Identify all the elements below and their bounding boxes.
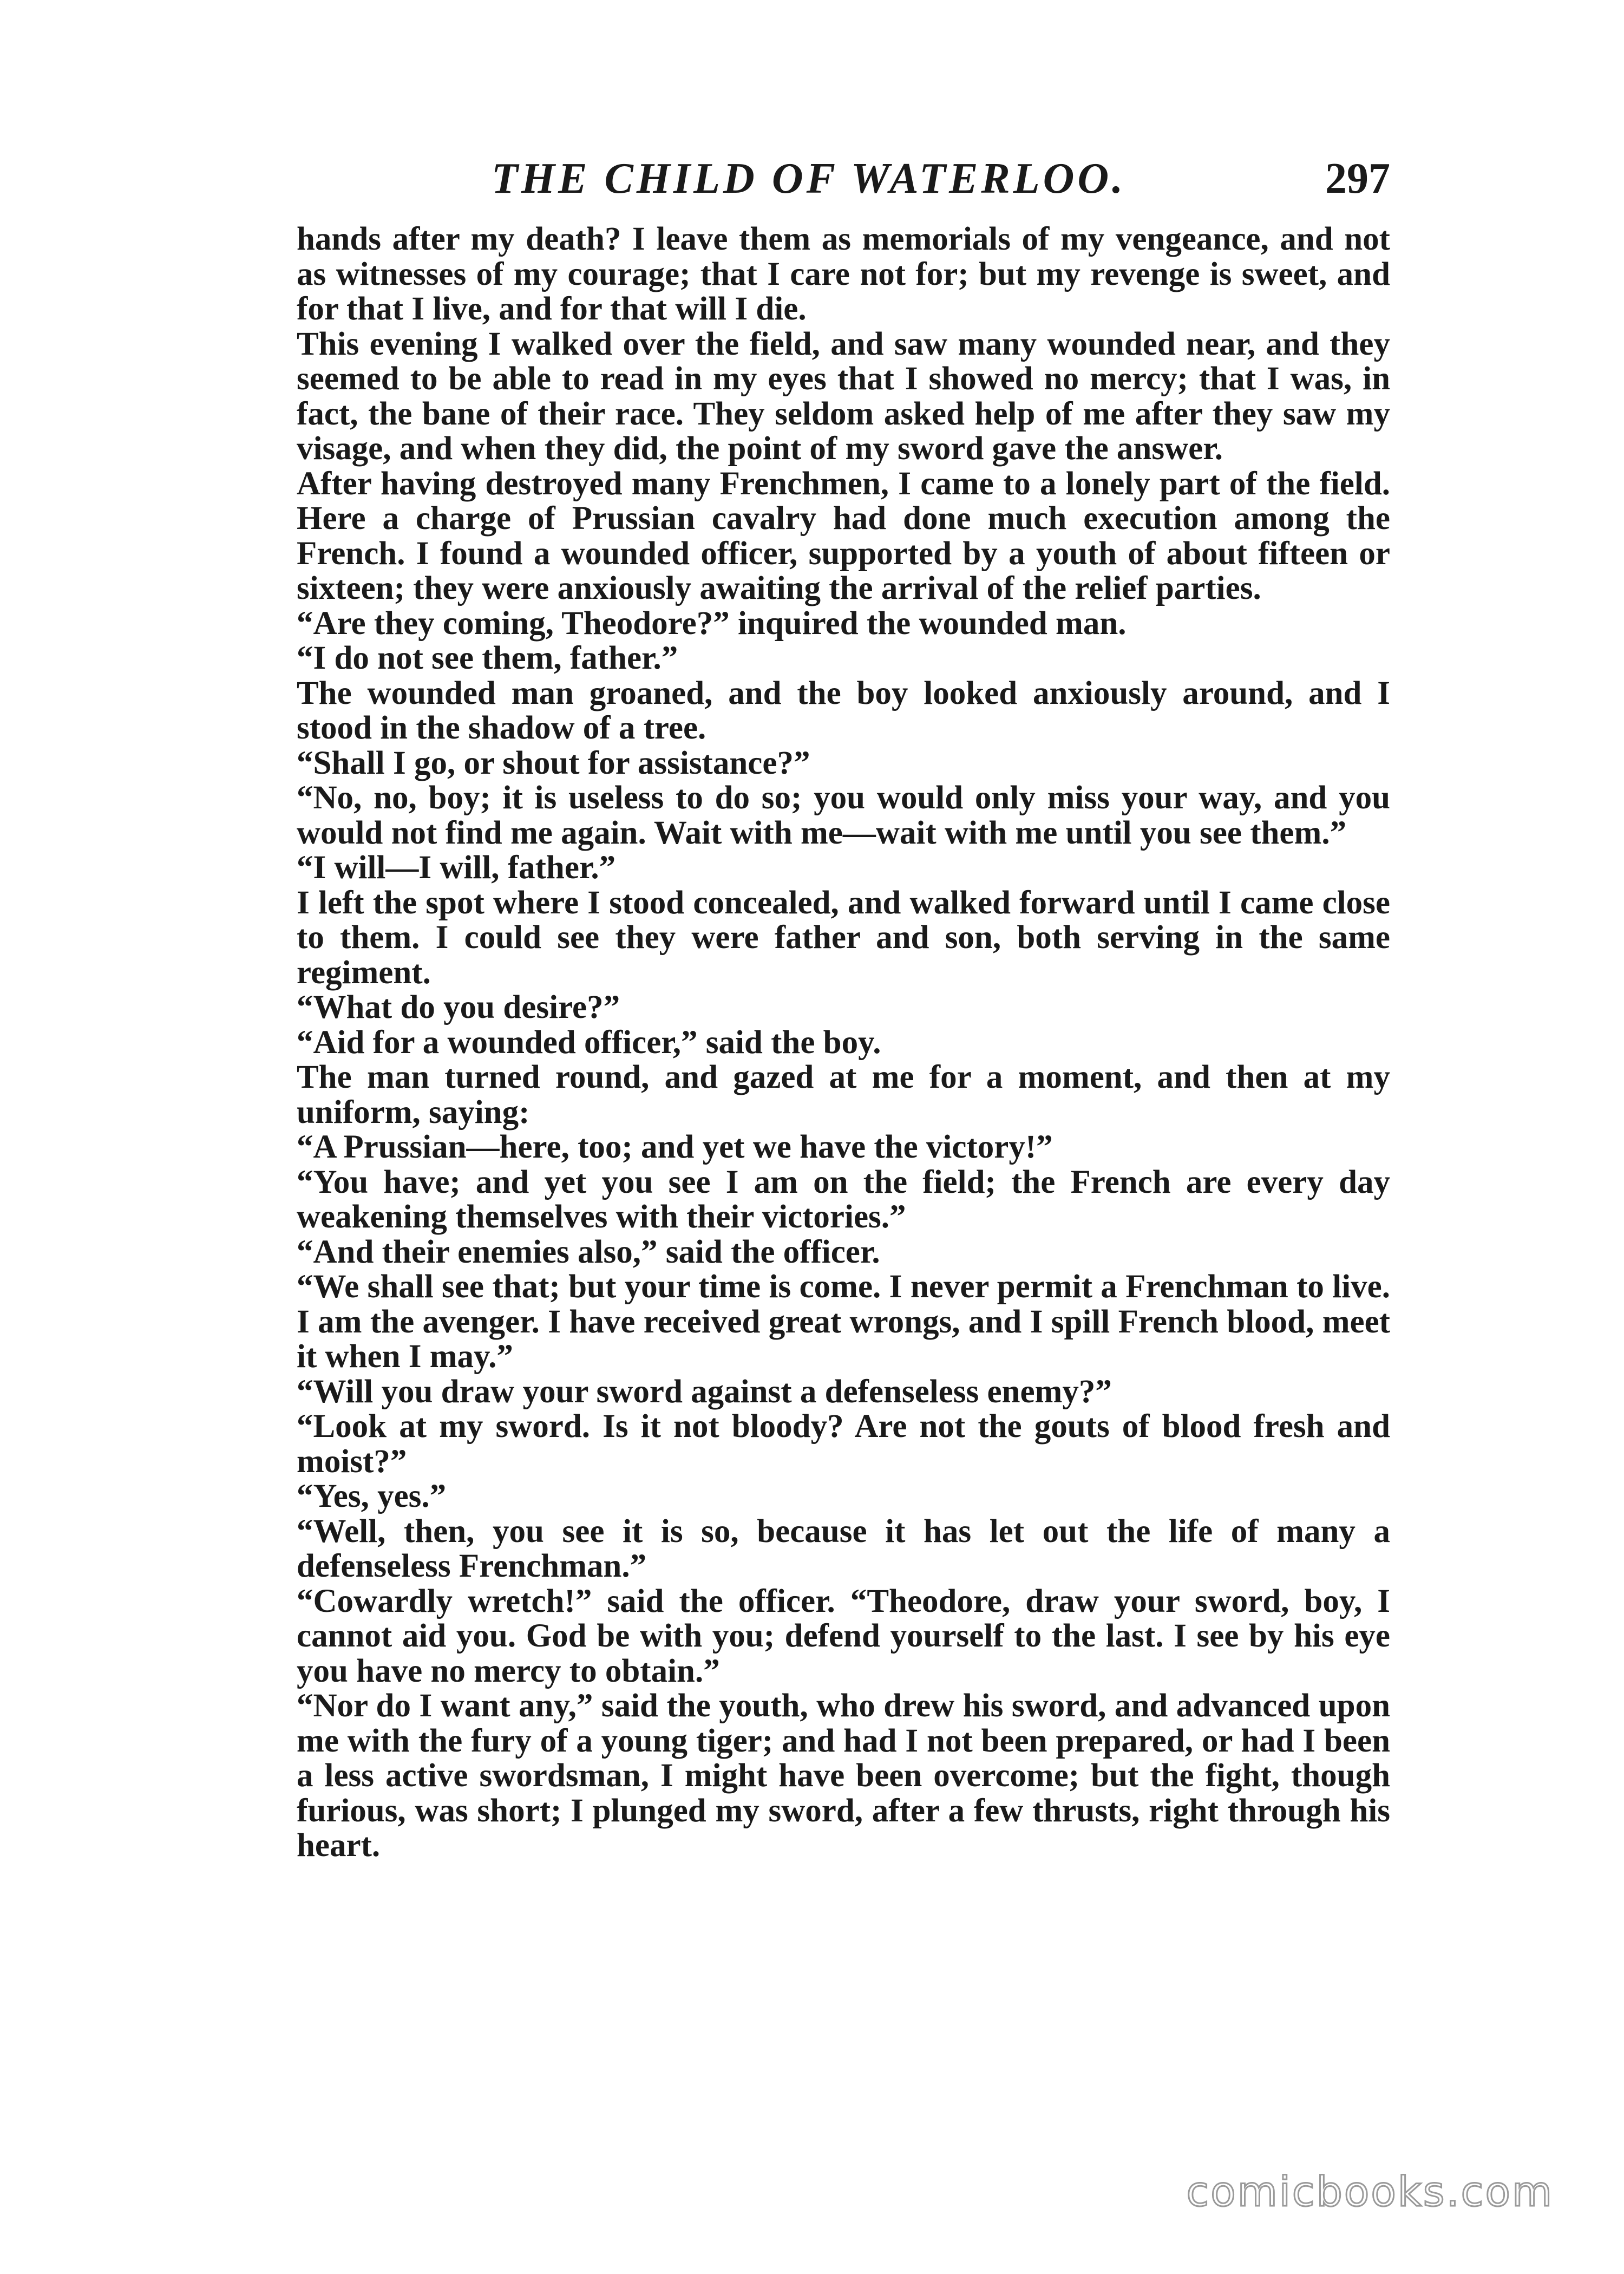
dialogue-paragraph: “A Prussian—here, too; and yet we have the victory!” bbox=[297, 1129, 1053, 1165]
dialogue-paragraph: “I will—I will, father.” bbox=[297, 850, 616, 886]
dialogue-paragraph: “Aid for a wounded officer,” said the boy. bbox=[297, 1024, 881, 1061]
paragraph: The wounded man groaned, and the boy looked anxiously around, and I stood in the shadow of a tree. bbox=[297, 675, 1390, 746]
paragraph: hands after my death? I leave them as memorials of my vengeance, and not as witnesses of my courage; that I care not for; but my revenge is sweet, and for that I live, and for that will I die. bbox=[297, 221, 1390, 327]
dialogue-paragraph: “Yes, yes.” bbox=[297, 1478, 447, 1514]
paragraph: I left the spot where I stood concealed, and walked forward until I came close to them. I could see they were father and son, both serving in the same regiment. bbox=[297, 884, 1390, 991]
dialogue-paragraph: “And their enemies also,” said the officer. bbox=[297, 1233, 880, 1270]
dialogue-paragraph: “Cowardly wretch!” said the officer. “Theodore, draw your sword, boy, I cannot aid you. God be with you; defend yourself to the last. I see by his eye you have no mercy to obtain.” bbox=[297, 1583, 1390, 1689]
dialogue-paragraph: “I do not see them, father.” bbox=[297, 640, 678, 676]
paragraph: The man turned round, and gazed at me for a moment, and then at my uniform, saying: bbox=[297, 1059, 1390, 1131]
body-text bbox=[297, 222, 1390, 1864]
dialogue-paragraph: “Are they coming, Theodore?” inquired the wounded man. bbox=[297, 605, 1127, 642]
dialogue-paragraph: “Will you draw your sword against a defenseless enemy?” bbox=[297, 1373, 1112, 1410]
paragraph: This evening I walked over the field, and saw many wounded near, and they seemed to be able to read in my eyes that I showed no mercy; that I was, in fact, the bane of their race. They seldom asked help of me after they saw my visage, and when they did, the point of my sword gave the answer. bbox=[297, 325, 1390, 467]
dialogue-paragraph: “We shall see that; but your time is come. I never permit a Frenchman to live. I am the avenger. I have received great wrongs, and I spill French blood, meet it when I may.” bbox=[297, 1269, 1390, 1375]
dialogue-paragraph: “Nor do I want any,” said the youth, who drew his sword, and advanced upon me with the fury of a young tiger; and had I not been prepared, or had I been a less active swordsman, I might have been overcome; but the fight, though furious, was short; I plunged my sword, after a few thrusts, right through his heart. bbox=[297, 1688, 1390, 1864]
dialogue-paragraph: “Shall I go, or shout for assistance?” bbox=[297, 744, 810, 781]
paragraph: After having destroyed many Frenchmen, I came to a lonely part of the field. Here a charge of Prussian cavalry had done much execution among the French. I found a wounded officer, supported by a youth of about fifteen or sixteen; they were anxiously awaiting the arrival of the relief parties. bbox=[297, 465, 1390, 606]
dialogue-paragraph: “You have; and yet you see I am on the field; the French are every day weakening themselves with their victories.” bbox=[297, 1164, 1390, 1235]
dialogue-paragraph: “Look at my sword. Is it not bloody? Are not the gouts of blood fresh and moist?” bbox=[297, 1408, 1390, 1480]
dialogue-paragraph: “Well, then, you see it is so, because it has let out the life of many a defenseless Frenchman.” bbox=[297, 1513, 1390, 1584]
running-title: THE CHILD OF WATERLOO. bbox=[492, 155, 1127, 202]
dialogue-paragraph: “No, no, boy; it is useless to do so; you would only miss your way, and you would not find me again. Wait with me—wait with me until you see them.” bbox=[297, 780, 1390, 851]
page-number: 297 bbox=[1325, 155, 1390, 202]
dialogue-paragraph: “What do you desire?” bbox=[297, 989, 620, 1025]
page-header bbox=[297, 146, 1390, 211]
watermark: comicbooks.com bbox=[1186, 2167, 1554, 2216]
